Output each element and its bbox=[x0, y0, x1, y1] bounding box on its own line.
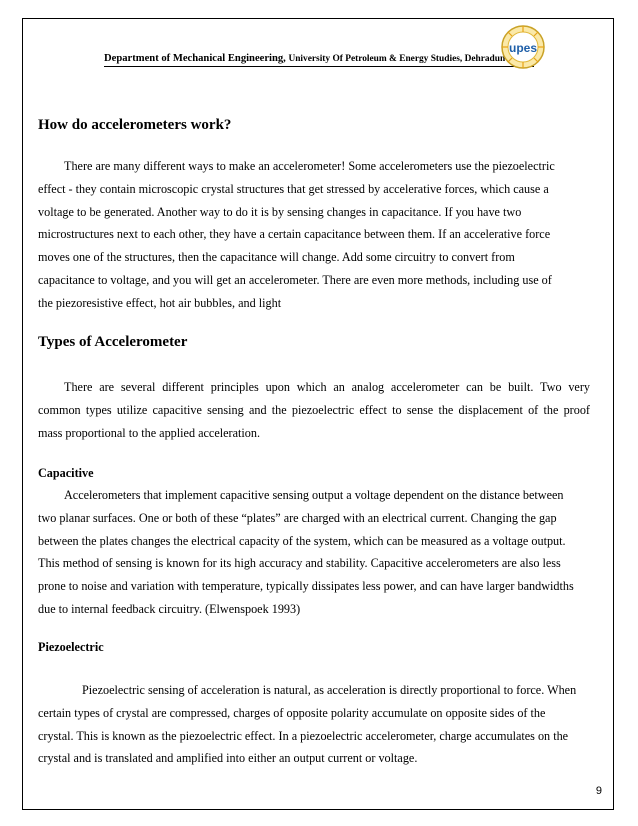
page-number: 9 bbox=[595, 785, 602, 797]
paragraph-line: certain types of crystal are compressed, charges of opposite polarity accumulate on opposite sides of the bbox=[38, 705, 546, 720]
paragraph-line: Piezoelectric sensing of acceleration is natural, as acceleration is directly proportional to force. When bbox=[82, 683, 577, 697]
paragraph-line: the piezoresistive effect, hot air bubbles, and light bbox=[38, 295, 282, 310]
paragraph-line: There are many different ways to make an accelerometer! Some accelerometers use the piezoelectric bbox=[64, 159, 555, 173]
paragraph-how bbox=[38, 155, 590, 315]
paragraph-line: Accelerometers that implement capacitive sensing output a voltage dependent on the distance between bbox=[64, 488, 564, 502]
university-logo-icon bbox=[500, 24, 546, 70]
paragraph-line: capacitance to voltage, and you will get an accelerometer. There are even more methods, including use of bbox=[38, 272, 552, 287]
header-university: University Of Petroleum & Energy Studies, Dehradun bbox=[288, 54, 506, 64]
subsection-title-capacitive: Capacitive bbox=[38, 466, 94, 480]
paragraph-line: There are several different principles upon which an analog accelerometer can be built. Two very bbox=[64, 380, 590, 394]
paragraph-line: mass proportional to the applied acceleration. bbox=[38, 425, 261, 440]
paragraph-line: moves one of the structures, then the capacitance will change. Add some circuitry to convert from bbox=[38, 250, 515, 265]
paragraph-capacitive bbox=[38, 484, 590, 621]
paragraph-line: between the plates changes the electrical capacity of the system, which can be measured as a voltage output. bbox=[38, 533, 566, 548]
section-title-types: Types of Accelerometer bbox=[38, 334, 188, 350]
header-department: Department of Mechanical Engineering, bbox=[104, 53, 286, 64]
paragraph-line: voltage to be generated. Another way to do it is by sensing changes in capacitance. If you have two bbox=[38, 204, 522, 219]
paragraph-line: common types utilize capacitive sensing and the piezoelectric effect to sense the displacement of the proof bbox=[38, 402, 590, 417]
logo-text: upes bbox=[508, 41, 538, 55]
paragraph-line: microstructures next to each other, they have a certain capacitance between them. If an accelerative force bbox=[38, 227, 551, 242]
header-rule bbox=[104, 66, 534, 67]
paragraph-line: effect - they contain microscopic crystal structures that get stressed by accelerative forces, which cause a bbox=[38, 181, 549, 196]
paragraph-line: This method of sensing is known for its high accuracy and stability. Capacitive accelerometers are also less bbox=[38, 556, 561, 571]
paragraph-line: prone to noise and variation with temperature, typically dissipates less power, and can have larger bandwidths bbox=[38, 579, 574, 594]
subsection-title-piezoelectric: Piezoelectric bbox=[38, 640, 104, 654]
paragraph-line: due to internal feedback circuitry. (Elwenspoek 1993) bbox=[38, 601, 301, 616]
paragraph-line: crystal and is translated and amplified into either an output current or voltage. bbox=[38, 751, 418, 766]
section-title-how: How do accelerometers work? bbox=[38, 117, 232, 133]
paragraph-line: two planar surfaces. One or both of these “plates” are charged with an electrical current. Changing the gap bbox=[38, 510, 557, 525]
paragraph-piezoelectric bbox=[38, 679, 590, 770]
page-header bbox=[104, 53, 505, 64]
paragraph-types bbox=[38, 376, 590, 444]
paragraph-line: crystal. This is known as the piezoelectric effect. In a piezoelectric accelerometer, charge accumulates on the bbox=[38, 728, 569, 743]
